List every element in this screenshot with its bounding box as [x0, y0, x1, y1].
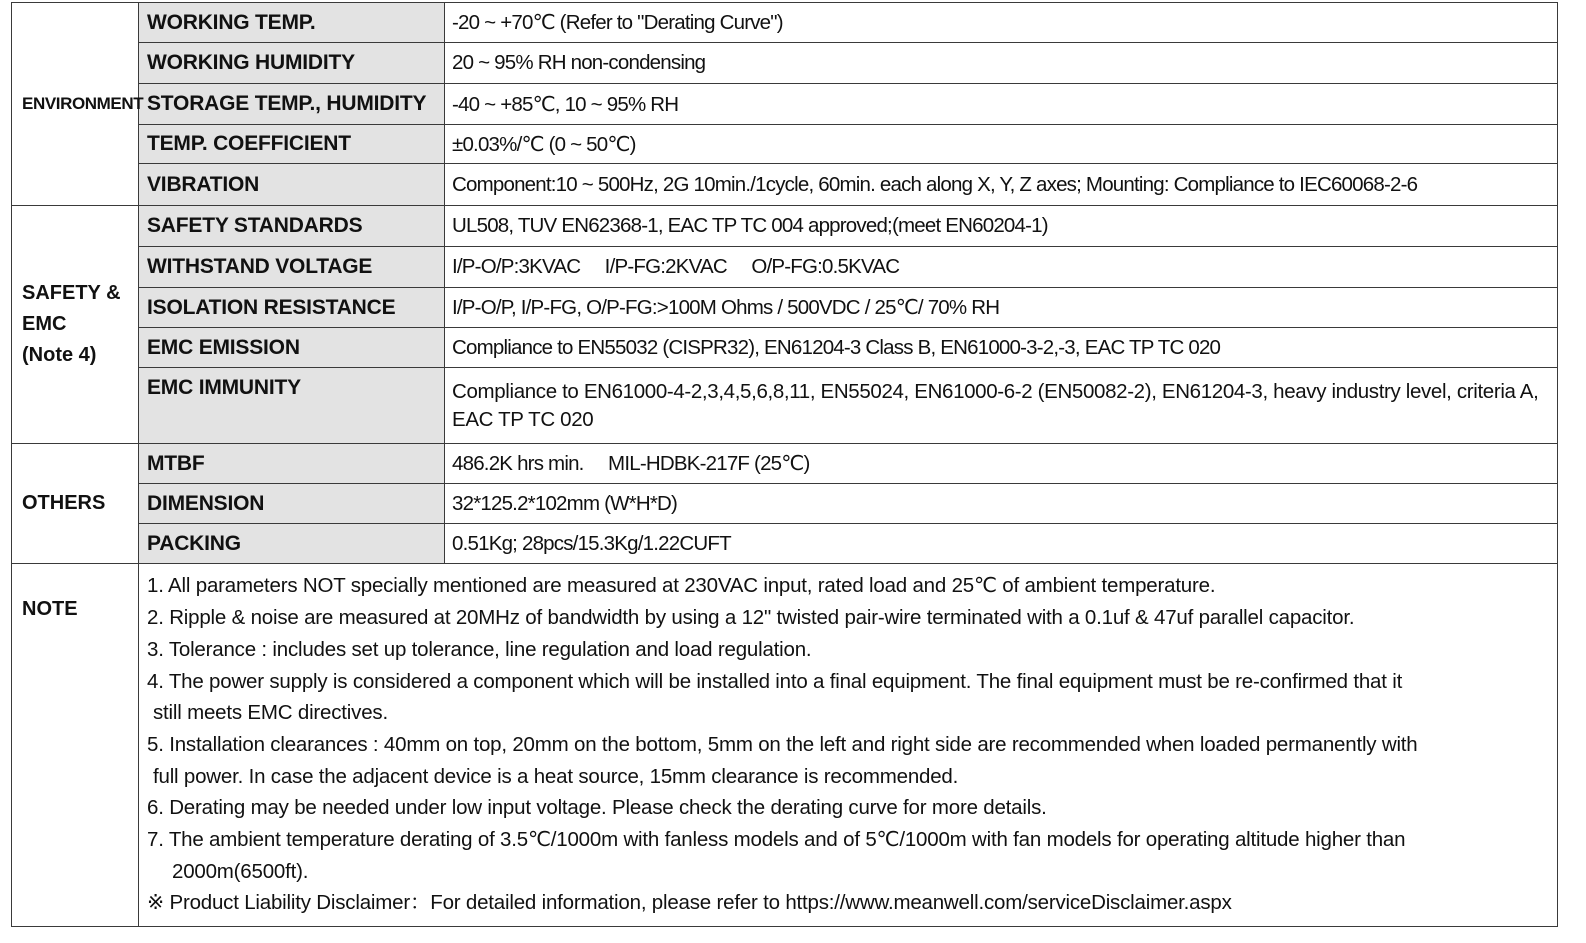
note-2	[147, 602, 1547, 634]
section-note: NOTE	[12, 564, 139, 927]
note-text: 1. All parameters NOT specially mentioned are measured at 230VAC input, rated load and 25℃ of ambient temperature.	[147, 574, 1216, 598]
note-text: 2. Ripple & noise are measured at 20MHz of bandwidth by using a 12" twisted pair-wire terminated with a 0.1uf & 47uf parallel capacitor.	[147, 606, 1355, 630]
section-safety-line1: SAFETY &	[22, 282, 121, 305]
label-working-humidity: WORKING HUMIDITY	[139, 43, 445, 84]
note-continuation: 2000m(6500ft).	[172, 859, 309, 883]
note-7	[147, 824, 1547, 887]
note-text: 7. The ambient temperature derating of 3.5℃/1000m with fanless models and of 5℃/1000m with fan models for operating altitude higher than	[147, 828, 1406, 852]
note-1	[147, 570, 1547, 602]
value-withstand-voltage: I/P-O/P:3KVAC I/P-FG:2KVAC O/P-FG:0.5KVAC	[445, 247, 1558, 288]
note-text: 3. Tolerance : includes set up tolerance, line regulation and load regulation.	[147, 637, 812, 661]
section-others: OTHERS	[12, 444, 139, 564]
table-row	[12, 484, 1558, 524]
value-temp-coefficient: ±0.03%/℃ (0 ~ 50℃)	[445, 125, 1558, 164]
label-vibration: VIBRATION	[139, 164, 445, 206]
value-storage-temp: -40 ~ +85℃, 10 ~ 95% RH	[445, 84, 1558, 125]
table-row	[12, 564, 1558, 927]
table-row	[12, 444, 1558, 484]
value-packing: 0.51Kg; 28pcs/15.3Kg/1.22CUFT	[445, 524, 1558, 564]
label-emc-emission: EMC EMISSION	[139, 328, 445, 368]
table-row	[12, 84, 1558, 125]
table-row	[12, 368, 1558, 444]
label-emc-immunity: EMC IMMUNITY	[139, 368, 445, 444]
notes-cell	[139, 564, 1558, 927]
section-safety-emc	[12, 206, 139, 444]
label-isolation-resistance: ISOLATION RESISTANCE	[139, 288, 445, 328]
label-safety-standards: SAFETY STANDARDS	[139, 206, 445, 247]
value-emc-immunity: Compliance to EN61000-4-2,3,4,5,6,8,11, EN55024, EN61000-6-2 (EN50082-2), EN61204-3, heavy industry level, criteria A, EAC TP TC 020	[445, 368, 1558, 444]
note-4	[147, 666, 1547, 729]
value-mtbf: 486.2K hrs min. MIL-HDBK-217F (25℃)	[445, 444, 1558, 484]
table-row	[12, 125, 1558, 164]
table-row	[12, 328, 1558, 368]
label-storage-temp: STORAGE TEMP., HUMIDITY	[139, 84, 445, 125]
label-mtbf: MTBF	[139, 444, 445, 484]
label-withstand-voltage: WITHSTAND VOLTAGE	[139, 247, 445, 288]
table-row	[12, 206, 1558, 247]
table-row	[12, 164, 1558, 206]
note-continuation: full power. In case the adjacent device is a heat source, 15mm clearance is recommended.	[153, 764, 959, 788]
note-text: 6. Derating may be needed under low input voltage. Please check the derating curve for more details.	[147, 796, 1047, 820]
value-dimension: 32*125.2*102mm (W*H*D)	[445, 484, 1558, 524]
table-row	[12, 247, 1558, 288]
note-5	[147, 729, 1547, 792]
section-safety-line3: (Note 4)	[22, 344, 97, 367]
value-vibration: Component:10 ~ 500Hz, 2G 10min./1cycle, 60min. each along X, Y, Z axes; Mounting: Compliance to IEC60068-2-6	[445, 164, 1558, 206]
label-packing: PACKING	[139, 524, 445, 564]
note-3	[147, 634, 1547, 666]
spec-table	[11, 2, 1558, 927]
table-row	[12, 288, 1558, 328]
value-working-humidity: 20 ~ 95% RH non-condensing	[445, 43, 1558, 84]
note-text: 4. The power supply is considered a component which will be installed into a final equipment. The final equipment must be re-confirmed that it	[147, 669, 1403, 693]
section-environment: ENVIRONMENT	[12, 3, 139, 206]
value-working-temp: -20 ~ +70℃ (Refer to "Derating Curve")	[445, 3, 1558, 43]
product-liability-disclaimer: ※ Product Liability Disclaimer：For detailed information, please refer to https://www.meanwell.com/serviceDisclaimer.aspx	[147, 891, 1232, 915]
label-temp-coefficient: TEMP. COEFFICIENT	[139, 125, 445, 164]
table-row	[12, 43, 1558, 84]
note-text: 5. Installation clearances : 40mm on top, 20mm on the bottom, 5mm on the left and right side are recommended when loaded permanently with	[147, 732, 1418, 756]
label-working-temp: WORKING TEMP.	[139, 3, 445, 43]
value-safety-standards: UL508, TUV EN62368-1, EAC TP TC 004 approved;(meet EN60204-1)	[445, 206, 1558, 247]
table-row	[12, 524, 1558, 564]
note-continuation: still meets EMC directives.	[153, 701, 388, 725]
value-emc-emission: Compliance to EN55032 (CISPR32), EN61204-3 Class B, EN61000-3-2,-3, EAC TP TC 020	[445, 328, 1558, 368]
label-dimension: DIMENSION	[139, 484, 445, 524]
value-isolation-resistance: I/P-O/P, I/P-FG, O/P-FG:>100M Ohms / 500VDC / 25℃/ 70% RH	[445, 288, 1558, 328]
note-6	[147, 792, 1547, 824]
section-safety-line2: EMC	[22, 313, 67, 336]
table-row	[12, 3, 1558, 43]
